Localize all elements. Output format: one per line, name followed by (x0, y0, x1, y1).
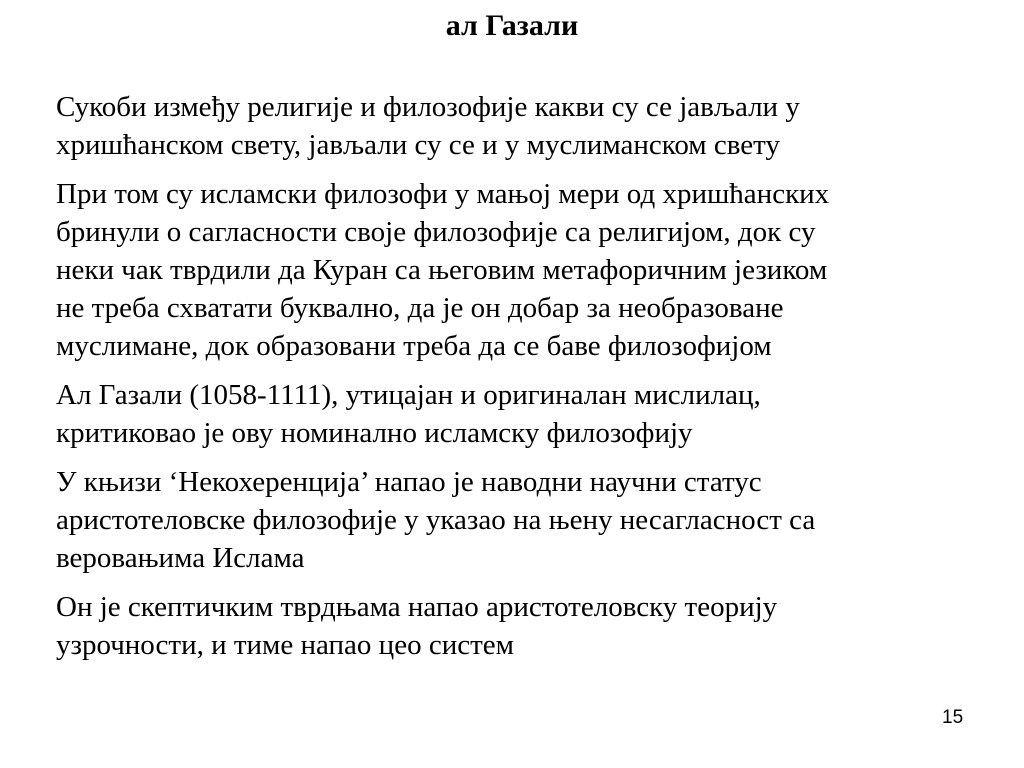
text-line: веровањима Ислама (56, 542, 305, 574)
page-number: 15 (942, 707, 964, 728)
text-line: муслимане, док образовани треба да се баве филозофијом (56, 330, 772, 362)
text-line: бринули о сагласности своје филозофије са религијом, док су (56, 216, 816, 248)
text-line: Сукоби између религије и филозофије какви су се јављали у (56, 91, 800, 123)
text-line: У књизи ‘Некохеренција’ напао је наводни научни статус (56, 466, 762, 498)
text-line: Он је скептичким тврдњама напао аристотеловску теорију (56, 591, 778, 623)
text-line: Ал Газали (1058-1111), утицајан и оригиналан мислилац, (56, 379, 761, 411)
text-line: неки чак тврдили да Куран са његовим метафоричним језиком (56, 254, 828, 286)
text-line: При том су исламски филозофи у мањој мери од хришћанских (56, 178, 830, 210)
slide-body (56, 88, 976, 675)
paragraph-causality (56, 588, 976, 664)
paragraph-incoherence (56, 463, 976, 577)
text-line: узрочности, и тиме напао цео систем (56, 629, 514, 661)
paragraph-conflicts (56, 88, 976, 164)
slide-title: ал Газали (445, 9, 579, 42)
text-line: хришћанском свету, јављали су се и у муслиманском свету (56, 129, 780, 161)
paragraph-al-ghazali (56, 376, 976, 452)
text-line: аристотеловске филозофије у указао на њену несагласност са (56, 504, 816, 536)
paragraph-islamic-philosophers (56, 175, 976, 365)
text-line: критиковао је ову номинално исламску филозофију (56, 417, 693, 449)
text-line: не треба схватати буквално, да је он добар за необразоване (56, 292, 784, 324)
